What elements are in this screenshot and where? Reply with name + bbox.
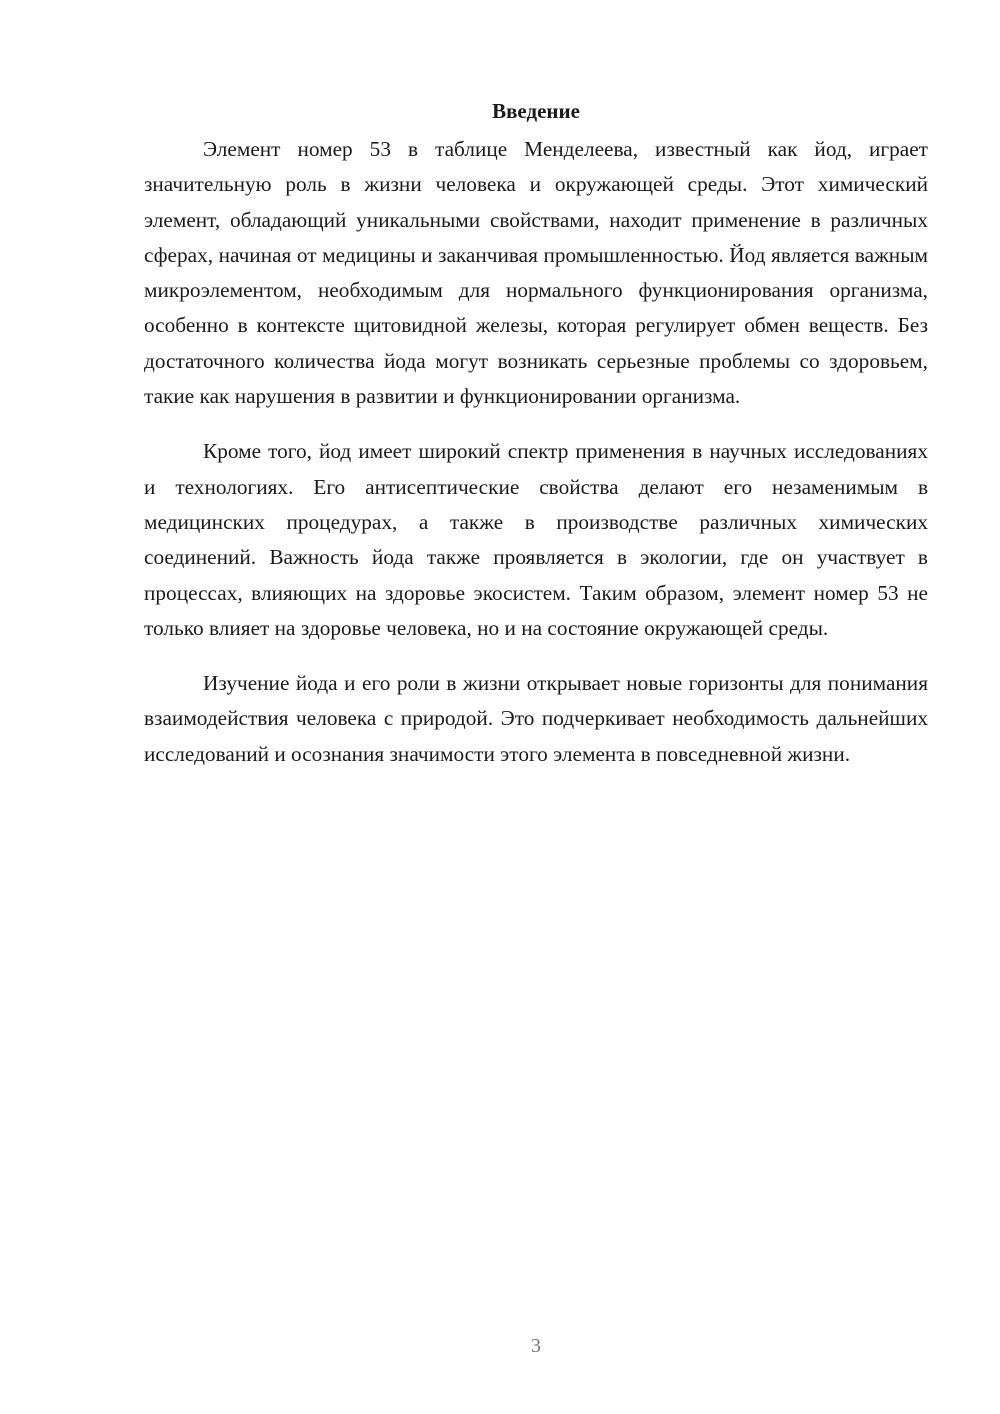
paragraph-1: Элемент номер 53 в таблице Менделеева, известный как йод, играет значительную роль в жизни человека и окружающей среды. Этот химический элемент, обладающий уникальными свойствами, находит применение в различных сферах, начиная от медицины и заканчивая промышленностью. Йод является важным микроэлементом, необходимым для нормального функционирования организма, особенно в контексте щитовидной железы, которая регулирует обмен веществ. Без достаточного количества йода могут возникать серьезные проблемы со здоровьем, такие как нарушения в развитии и функционировании организма. [144,137,928,409]
paragraph-3: Изучение йода и его роли в жизни открывает новые горизонты для понимания взаимодействия человека с природой. Это подчеркивает необходимость дальнейших исследований и осознания значимости этого элемента в повседневной жизни. [144,671,928,766]
page-number: 3 [531,1335,541,1357]
section-heading: Введение [492,99,580,123]
page-content [144,94,928,792]
paragraph-2: Кроме того, йод имеет широкий спектр применения в научных исследованиях и технологиях. Его антисептические свойства делают его незаменимым в медицинских процедурах, а также в производстве различных химических соединений. Важность йода также проявляется в экологии, где он участвует в процессах, влияющих на здоровье экосистем. Таким образом, элемент номер 53 не только влияет на здоровье человека, но и на состояние окружающей среды. [144,439,928,640]
